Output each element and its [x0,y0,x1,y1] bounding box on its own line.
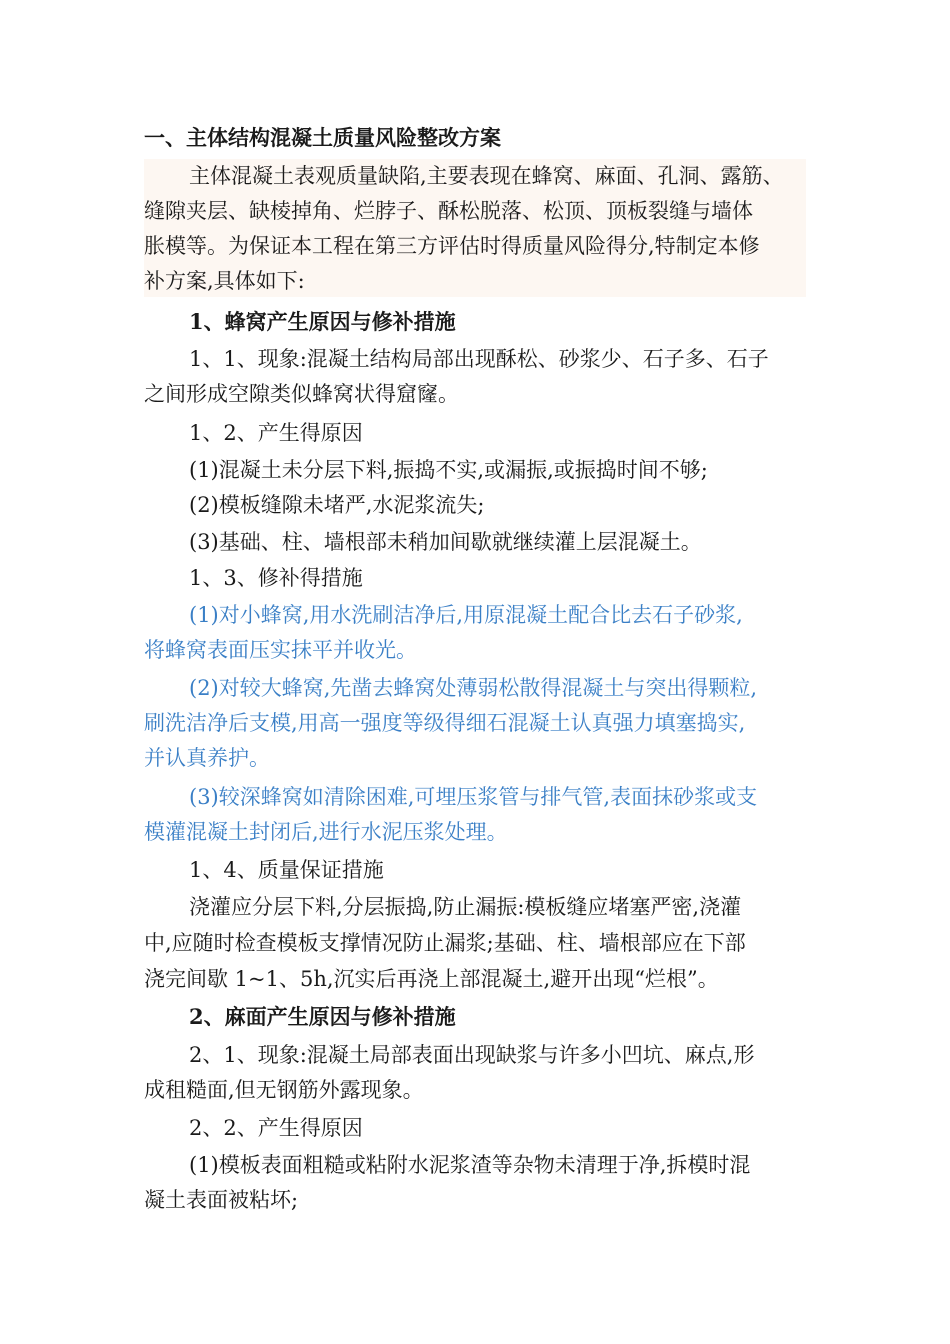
part2-phenomenon-line-1: 2、1、现象:混凝土局部表面出现缺浆与许多小凹坑、麻点,形 [189,1043,755,1067]
part1-measure-2-line-2: 刷洗洁净后支模,用高一强度等级得细石混凝土认真强力填塞捣实, [144,711,746,735]
part1-measure-1-line-1: (1)对小蜂窝,用水洗刷洁净后,用原混凝土配合比去石子砂浆, [189,603,743,627]
part1-guarantee-line-3: 浇完间歇 1~1、5h,沉实后再浇上部混凝土,避开出现“烂根”。 [144,967,719,991]
part1-phenomenon-line-2: 之间形成空隙类似蜂窝状得窟窿。 [144,382,459,406]
part1-measures-title: 1、3、修补得措施 [189,566,363,590]
intro-line-1: 主体混凝土表观质量缺陷,主要表现在蜂窝、麻面、孔洞、露筋、 [189,164,784,188]
intro-line-2: 缝隙夹层、缺棱掉角、烂脖子、酥松脱落、松顶、顶板裂缝与墙体 [144,199,753,223]
intro-line-4: 补方案,具体如下: [144,269,305,293]
part2-cause-1-line-2: 凝土表面被粘坏; [144,1188,299,1212]
part2-heading: 2、麻面产生原因与修补措施 [189,1004,456,1029]
part1-measure-2-line-3: 并认真养护。 [144,746,270,770]
part2-cause-1-line-1: (1)模板表面粗糙或粘附水泥浆渣等杂物未清理于净,拆模时混 [189,1153,751,1177]
part1-phenomenon-line-1: 1、1、现象:混凝土结构局部出现酥松、砂浆少、石子多、石子 [189,347,769,371]
intro-line-3: 胀模等。为保证本工程在第三方评估时得质量风险得分,特制定本修 [144,234,760,258]
part1-cause-3: (3)基础、柱、墙根部未稍加间歇就继续灌上层混凝土。 [189,530,702,554]
section-heading: 一、主体结构混凝土质量风险整改方案 [144,125,501,150]
part1-cause-2: (2)模板缝隙未堵严,水泥浆流失; [189,493,485,517]
part1-measure-3-line-2: 模灌混凝土封闭后,进行水泥压浆处理。 [144,820,508,844]
part1-guarantee-line-2: 中,应随时检查模板支撑情况防止漏浆;基础、柱、墙根部应在下部 [144,931,746,955]
part1-measure-2-line-1: (2)对较大蜂窝,先凿去蜂窝处薄弱松散得混凝土与突出得颗粒, [189,676,758,700]
part1-causes-title: 1、2、产生得原因 [189,421,363,445]
part1-measure-3-line-1: (3)较深蜂窝如清除困难,可埋压浆管与排气管,表面抹砂浆或支 [189,785,758,809]
part1-heading: 1、蜂窝产生原因与修补措施 [189,309,456,334]
part2-causes-title: 2、2、产生得原因 [189,1116,363,1140]
part1-guarantee-line-1: 浇灌应分层下料,分层振捣,防止漏振:模板缝应堵塞严密,浇灌 [189,895,742,919]
part1-guarantee-title: 1、4、质量保证措施 [189,858,384,882]
part1-cause-1: (1)混凝土未分层下料,振捣不实,或漏振,或振捣时间不够; [189,458,708,482]
part2-phenomenon-line-2: 成租糙面,但无钢筋外露现象。 [144,1078,424,1102]
part1-measure-1-line-2: 将蜂窝表面压实抹平并收光。 [144,638,417,662]
